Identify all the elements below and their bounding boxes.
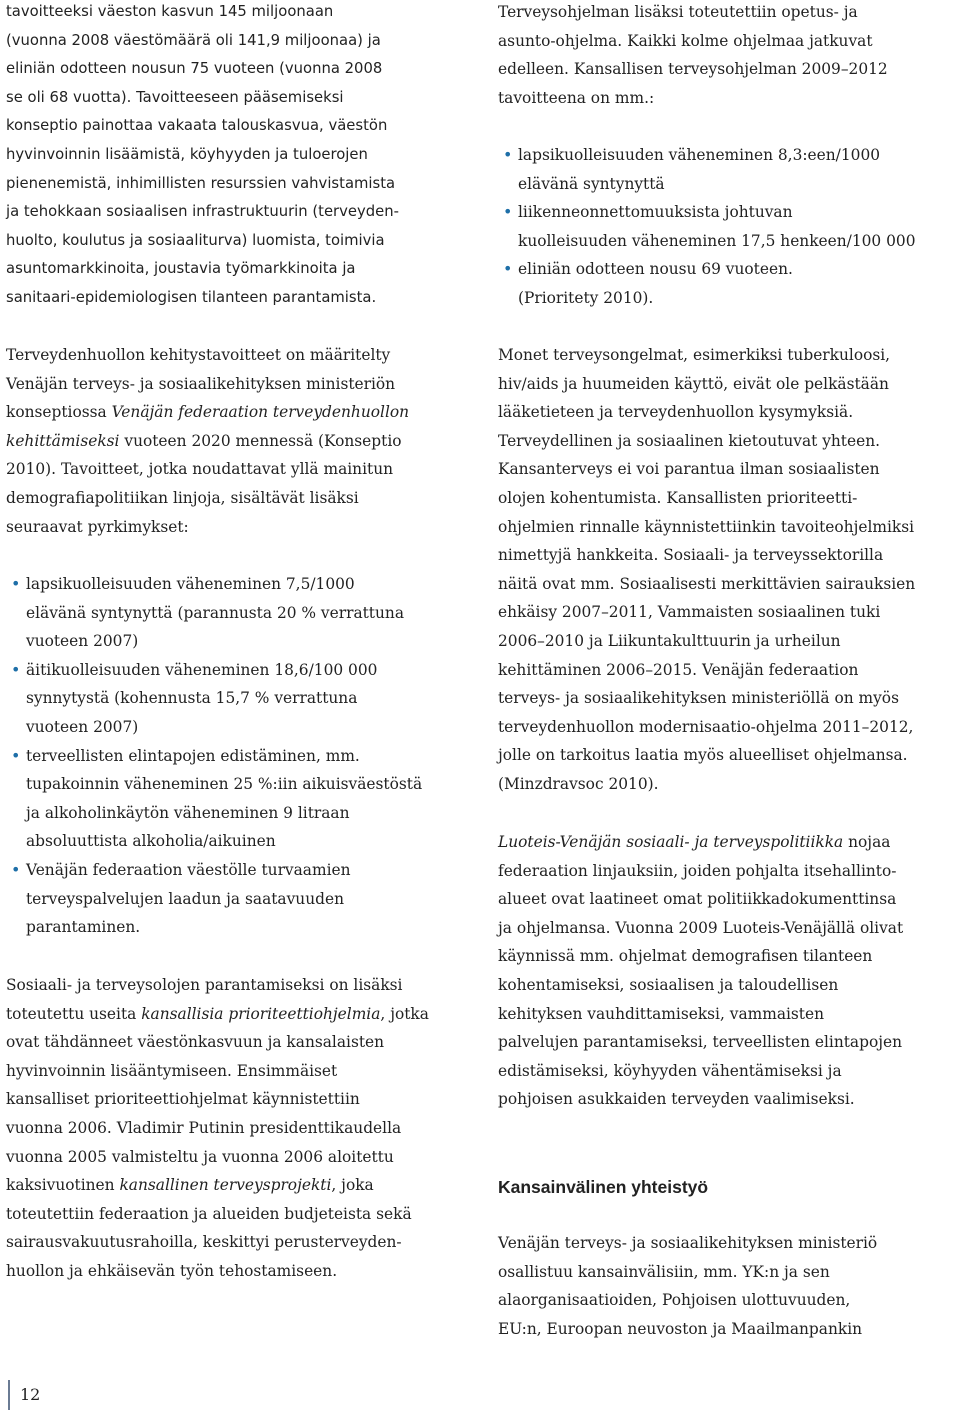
- text-line: olojen kohentumista. Kansallisten prioriteetti-: [498, 488, 858, 507]
- text-line: käynnissä mm. ohjelmat demografisen tilanteen: [498, 947, 873, 966]
- text-line: nimettyjä hankkeita. Sosiaali- ja terveyssektorilla: [498, 546, 884, 565]
- text-line: kehityksen vauhdittamiseksi, vammaisten: [498, 1004, 825, 1023]
- text-line: elävänä syntynyttä (parannusta 20 % verrattuna: [26, 603, 404, 622]
- right-paragraph-4: [498, 1229, 877, 1343]
- left-paragraph-2: [6, 341, 409, 541]
- text-line: terveys- ja sosiaalikehityksen ministeriöllä on myös: [498, 689, 899, 708]
- text-line: • lapsikuolleisuuden väheneminen 8,3:een/1000: [518, 141, 916, 170]
- text-line: toteutettiin federaation ja alueiden budjeteista sekä: [6, 1204, 412, 1223]
- text-line: tavoitteena on mm.:: [498, 88, 655, 107]
- text-segment: , jotka: [380, 1004, 429, 1023]
- italic-term: kansallinen terveysprojekti: [119, 1176, 332, 1195]
- text-segment: toteutettu useita: [6, 1004, 142, 1023]
- right-bullet-list: [498, 141, 916, 284]
- text-line: (Minzdravsoc 2010).: [498, 774, 659, 793]
- text-line: hyvinvoinnin lisääntymiseen. Ensimmäiset: [6, 1061, 338, 1080]
- source-reference: [518, 284, 653, 313]
- italic-term: Luoteis-Venäjän sosiaali- ja terveyspolitiikka: [498, 833, 844, 851]
- text-line: vuonna 2006. Vladimir Putinin presidenttikaudella: [6, 1118, 402, 1137]
- text-line: tavoitteeksi väeston kasvun 145 miljoonaan: [6, 3, 334, 20]
- text-line: vuoteen 2007): [26, 632, 139, 651]
- text-line: • äitikuolleisuuden väheneminen 18,6/100 000: [26, 656, 422, 685]
- text-line: • liikenneonnettomuuksista johtuvan: [518, 198, 916, 227]
- left-bullet-list: [6, 570, 422, 942]
- text-segment: nojaa: [843, 833, 891, 851]
- right-paragraph-2: [498, 341, 915, 799]
- text-line: ja ohjelmansa. Vuonna 2009 Luoteis-Venäjällä olivat: [498, 918, 904, 937]
- text-line: asunto-ohjelma. Kaikki kolme ohjelmaa jatkuvat: [498, 31, 873, 50]
- text-line: Kansanterveys ei voi parantua ilman sosiaalisten: [498, 460, 880, 479]
- text-line: eliniän odotteen nousun 75 vuoteen (vuonna 2008: [6, 60, 383, 78]
- text-line: EU:n, Euroopan neuvoston ja Maailmanpankin: [498, 1319, 863, 1338]
- text-line: ja alkoholinkäytön väheneminen 9 litraan: [26, 803, 350, 822]
- text-line: demografiapolitiikan linjoja, sisältävät lisäksi: [6, 488, 359, 507]
- text-line: vuoteen 2007): [26, 717, 139, 736]
- text-line: synnytystä (kohennusta 15,7 % verrattuna: [26, 689, 358, 708]
- text-line: kehittäminen 2006–2015. Venäjän federaation: [498, 660, 859, 679]
- text-line: jolle on tarkoitus laatia myös alueelliset ohjelmansa.: [498, 746, 908, 765]
- text-line: kuolleisuuden väheneminen 17,5 henkeen/100 000: [518, 231, 916, 250]
- right-paragraph-1: [498, 0, 888, 112]
- text-line: hyvinvoinnin lisäämistä, köyhyyden ja tuloerojen: [6, 145, 368, 163]
- text-line: Sosiaali- ja terveysolojen parantamiseksi on lisäksi: [6, 976, 403, 994]
- text-line: Venäjän terveys- ja sosiaalikehityksen ministeriön: [6, 374, 396, 393]
- text-line: sairausvakuutusrahoilla, keskittyi perusterveyden-: [6, 1233, 402, 1252]
- text-line: terveyspalvelujen laadun ja saatavuuden: [26, 889, 345, 908]
- text-line: edistämiseksi, köyhyyden vähentämiseksi ja: [498, 1061, 842, 1080]
- text-line: • eliniän odotteen nousu 69 vuoteen.: [518, 255, 916, 284]
- left-paragraph-3: [6, 971, 429, 1286]
- right-paragraph-3: [498, 828, 903, 1114]
- document-title-italic: Venäjän federaation terveydenhuollon: [111, 403, 410, 422]
- text-line: (Prioritety 2010).: [518, 289, 654, 307]
- list-item: [26, 570, 422, 656]
- text-line: se oli 68 vuotta). Tavoitteeseen pääsemiseksi: [6, 88, 344, 106]
- list-item: [26, 856, 422, 942]
- text-line: osallistuu kansainvälisiin, mm. YK:n ja sen: [498, 1262, 830, 1281]
- italic-term: kansallisia prioriteettiohjelmia: [141, 1004, 381, 1023]
- text-line: terveydenhuollon modernisaatio-ohjelma 2011–2012,: [498, 717, 914, 736]
- text-line: 2010). Tavoitteet, jotka noudattavat yllä mainitun: [6, 460, 394, 479]
- text-line: • terveellisten elintapojen edistäminen, mm.: [26, 742, 422, 771]
- text-line: [6, 398, 409, 427]
- text-line: kansalliset prioriteettiohjelmat käynnistettiin: [6, 1090, 360, 1109]
- section-heading: Kansainvälinen yhteistyö: [498, 1177, 709, 1197]
- text-segment: vuoteen 2020 mennessä (Konseptio: [119, 431, 402, 450]
- text-line: elävänä syntynyttä: [518, 174, 665, 193]
- text-line: pohjoisen asukkaiden terveyden vaalimiseksi.: [498, 1090, 855, 1109]
- text-line: parantaminen.: [26, 918, 141, 937]
- text-line: huollon ja ehkäisevän työn tehostamiseen.: [6, 1261, 338, 1280]
- text-line: [6, 1171, 429, 1200]
- text-line: Terveydenhuollon kehitystavoitteet on määritelty: [6, 346, 391, 364]
- text-line: • lapsikuolleisuuden väheneminen 7,5/1000: [26, 570, 422, 599]
- text-line: absoluuttista alkoholia/aikuinen: [26, 832, 276, 851]
- text-segment: kaksivuotinen: [6, 1176, 120, 1195]
- text-line: kohentamiseksi, sosiaalisen ja taloudellisen: [498, 975, 839, 994]
- text-line: ohjelmien rinnalle käynnistettiinkin tavoiteohjelmiksi: [498, 517, 915, 536]
- text-line: Terveysohjelman lisäksi toteutettiin opetus- ja: [498, 3, 858, 21]
- text-line: edelleen. Kansallisen terveysohjelman 2009–2012: [498, 60, 888, 79]
- text-line: tupakoinnin väheneminen 25 %:iin aikuisväestöstä: [26, 775, 423, 794]
- text-segment: , joka: [331, 1176, 374, 1195]
- text-line: alaorganisaatioiden, Pohjoisen ulottuvuuden,: [498, 1291, 851, 1310]
- text-line: Monet terveysongelmat, esimerkiksi tuberkuloosi,: [498, 346, 891, 364]
- text-segment: konseptiossa: [6, 403, 112, 422]
- text-line: federaation linjauksiin, joiden pohjalta itsehallinto-: [498, 861, 897, 880]
- text-line: konseptio painottaa vakaata talouskasvua, väestön: [6, 117, 388, 135]
- text-line: seuraavat pyrkimykset:: [6, 517, 189, 536]
- text-line: [6, 427, 409, 456]
- text-line: hiv/aids ja huumeiden käyttö, eivät ole pelkästään: [498, 374, 889, 393]
- text-line: lääketieteen ja terveydenhuollon kysymyksiä.: [498, 403, 854, 422]
- text-line: sanitaari-epidemiologisen tilanteen parantamista.: [6, 288, 377, 306]
- text-line: ovat tähdänneet väestönkasvuun ja kansalaisten: [6, 1033, 385, 1052]
- list-item: [518, 141, 916, 198]
- text-line: vuonna 2005 valmisteltu ja vuonna 2006 aloitettu: [6, 1147, 394, 1166]
- text-line: • Venäjän federaation väestölle turvaamien: [26, 856, 422, 885]
- text-line: näitä ovat mm. Sosiaalisesti merkittävien sairauksien: [498, 574, 916, 593]
- text-line: ja tehokkaan sosiaalisen infrastruktuurin (terveyden-: [6, 203, 399, 221]
- text-line: asuntomarkkinoita, joustavia työmarkkinoita ja: [6, 260, 356, 278]
- text-line: Venäjän terveys- ja sosiaalikehityksen ministeriö: [498, 1234, 878, 1252]
- list-item: [518, 255, 916, 284]
- document-title-italic: kehittämiseksi: [6, 431, 120, 450]
- text-line: palvelujen parantamiseksi, terveellisten elintapojen: [498, 1033, 903, 1052]
- text-line: alueet ovat laatineet omat politiikkadokumenttinsa: [498, 890, 897, 909]
- list-item: [26, 742, 422, 856]
- text-line: [6, 1000, 429, 1029]
- text-line: ehkäisy 2007–2011, Vammaisten sosiaalinen tuki: [498, 603, 881, 622]
- left-paragraph-1: [6, 0, 399, 313]
- text-line: huolto, koulutus ja sosiaaliturva) luomista, toimivia: [6, 231, 385, 249]
- text-line: pienenemistä, inhimillisten resurssien vahvistamista: [6, 174, 396, 192]
- text-line: [498, 828, 903, 857]
- text-line: 2006–2010 ja Liikuntakulttuurin ja urheilun: [498, 631, 841, 650]
- text-line: (vuonna 2008 väestömäärä oli 141,9 miljoonaa) ja: [6, 31, 381, 49]
- list-item: [26, 656, 422, 742]
- text-line: Terveydellinen ja sosiaalinen kietoutuvat yhteen.: [498, 431, 881, 450]
- list-item: [518, 198, 916, 255]
- page-number: 12: [8, 1380, 40, 1410]
